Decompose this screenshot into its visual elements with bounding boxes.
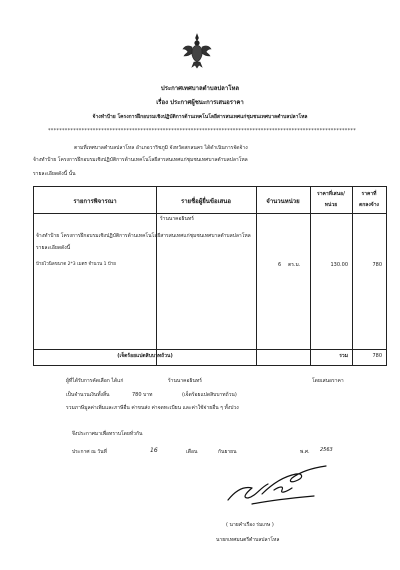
signer-name: ( นายคำเรือง ร่มเกษ ) [226,522,274,528]
header-agreed-1: ราคาที่ [361,191,377,197]
total-label: รวม [339,353,348,359]
month-value: กันยายน [218,449,237,455]
garuda-emblem-icon [182,33,212,69]
qty-unit: ตร.ม. [288,262,301,268]
intro-line-3: รายละเอียดดังนี้ นั้น [33,171,76,177]
month-label: เดือน [186,449,198,455]
header-item: รายการพิจารณา [73,198,117,205]
intro-line-1: ตามที่เทศบาลตำบลปลาโหล อำเภอวาริชภูมิ จังหวัดสกลนคร ได้ดำเนินการจัดจ้าง [74,145,248,151]
header-unit-price-1: ราคาที่เสนอ/ [317,191,345,197]
winner-name: ร้านนาคอธินทร์ [160,216,194,222]
date-prefix: ประกาศ ณ วันที่ [72,449,107,455]
header-qty: จำนวนหน่วย [266,198,300,205]
announce-line: จึงประกาศมาเพื่อทราบโดยทั่วกัน [72,431,143,437]
agreed-price: 780 [372,262,382,268]
item-description: จ้างทำป้าย โครงการฝึกอบรมเชิงปฏิบัติการด้านเทคโนโลยีสารสนเทศแก่ชุมชนเทศบาลตำบลปลาโหล [36,233,251,239]
selected-label: ผู้ที่ได้รับการคัดเลือก ได้แก่ [66,378,124,384]
selected-by: โดยเสนอราคา [312,378,344,384]
signer-title: นายกเทศมนตรีตำบลปลาโหล [216,537,280,543]
header-unit-price-2: หน่วย [324,202,338,208]
selected-name: ร้านนาคอธินทร์ [168,378,202,384]
intro-line-2: จ้างทำป้าย โครงการฝึกอบรมเชิงปฏิบัติการด้านเทคโนโลยีสารสนเทศแก่ชุมชนเทศบาลตำบลปลาโหล [33,157,248,163]
item-spec: ป้ายไวนิลขนาด 2*3 เมตร จำนวน 1 ป้าย [36,262,116,267]
signature [222,460,342,510]
tax-note: รวมภาษีมูลค่าเพิ่มและภาษีอื่น ค่าขนส่ง ค่าจดทะเบียน และค่าใช้จ่ายอื่น ๆ ทั้งปวง [66,405,239,411]
total-words: (เจ็ดร้อยแปดสิบบาทถ้วน) [117,353,173,359]
amount-value: 780 บาท [132,392,153,398]
year-value: 2563 [320,447,333,453]
total-value: 780 [372,353,382,359]
header-agreed-2: ตกลงจ้าง [359,202,379,208]
item-detail: รายละเอียดดังนี้ [36,245,71,251]
unit-price: 130.00 [330,262,348,268]
header-winner: รายชื่อผู้ยื่นข้อเสนอ [180,198,232,205]
qty-value: 6 [278,262,282,268]
date-day: 16 [150,447,158,454]
asterisk-divider: ************************************************************************************************************** [48,128,356,134]
price-table [33,186,387,366]
subject-line: เรื่อง ประกาศผู้ชนะการเสนอราคา [156,99,244,106]
org-title: ประกาศเทศบาลตำบลปลาโหล [160,85,240,92]
project-title: จ้างทำป้าย โครงการฝึกอบรมเชิงปฏิบัติการด้านเทคโนโลยีสารสนเทศแก่ชุมชนเทศบาลตำบลปลาโหล [92,114,308,120]
amount-label: เป็นจำนวนเงินทั้งสิ้น [66,392,110,398]
year-label: พ.ศ. [300,449,310,455]
amount-words: (เจ็ดร้อยแปดสิบบาทถ้วน) [182,392,237,398]
